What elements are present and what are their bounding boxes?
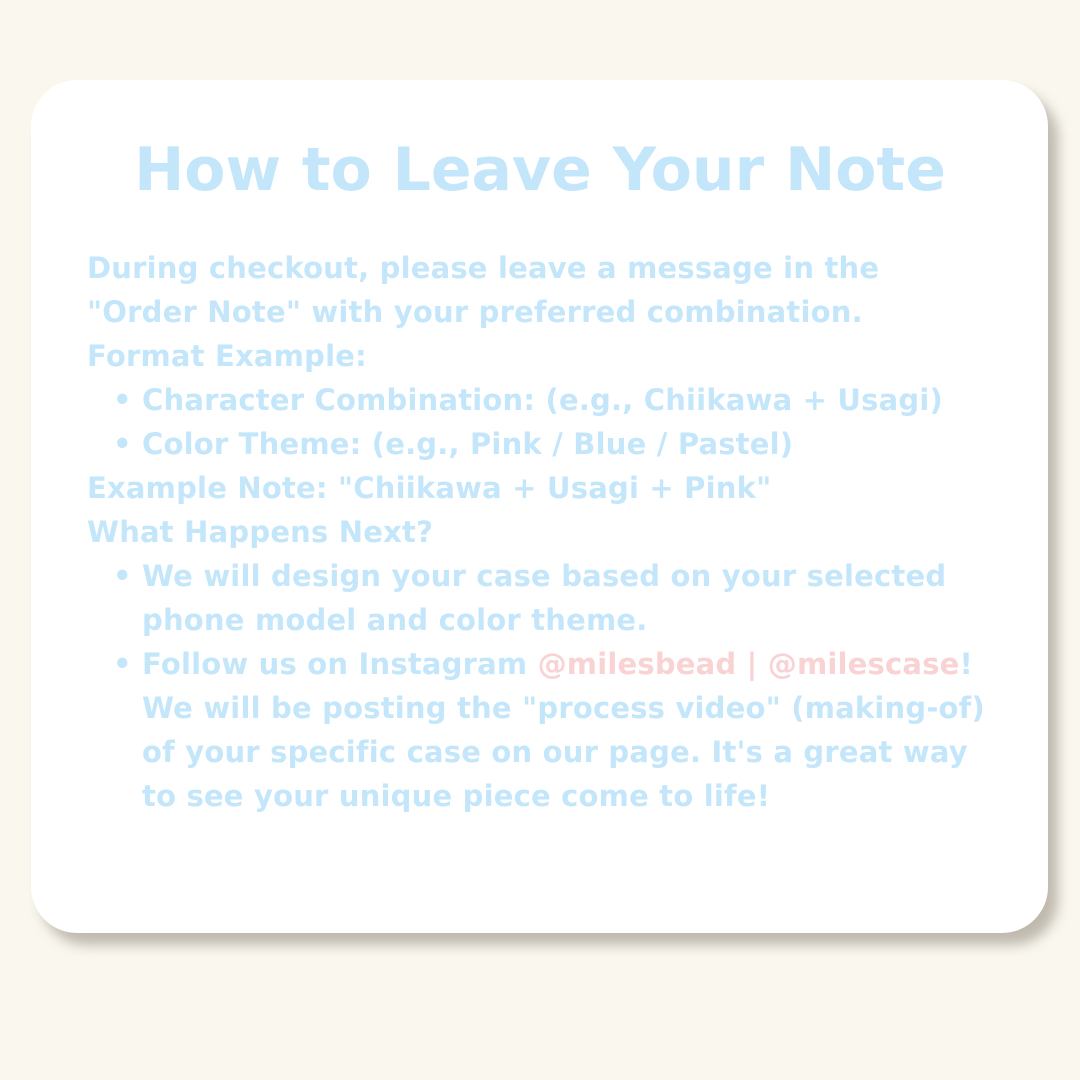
list-item xyxy=(87,642,1007,818)
next-heading: What Happens Next? xyxy=(87,515,434,549)
list-item xyxy=(87,554,1007,642)
bullet-icon: • xyxy=(113,427,132,461)
instagram-handles-link[interactable]: @milesbead | @milescase xyxy=(537,647,960,681)
next-item-design: We will design your case based on your selected phone model and color theme. xyxy=(142,559,947,637)
list-item xyxy=(87,422,1007,466)
bullet-icon: • xyxy=(113,383,132,417)
page-title: How to Leave Your Note xyxy=(134,135,946,205)
example-note: Example Note: "Chiikawa + Usagi + Pink" xyxy=(87,471,772,505)
intro-line-1: During checkout, please leave a message in the xyxy=(87,251,880,285)
format-heading: Format Example: xyxy=(87,339,367,373)
format-list xyxy=(87,378,1007,466)
intro-line-2: "Order Note" with your preferred combination. xyxy=(87,295,863,329)
list-item xyxy=(87,378,1007,422)
follow-prefix: Follow us on Instagram xyxy=(142,647,538,681)
bullet-icon: • xyxy=(113,647,132,681)
next-list xyxy=(87,554,1007,818)
format-item-color: Color Theme: (e.g., Pink / Blue / Pastel) xyxy=(142,427,794,461)
bullet-icon: • xyxy=(113,559,132,593)
follow-suffix: ! We will be posting the "process video" (making-of) of your specific case on our page. It's a great way to see your unique piece come to life! xyxy=(142,647,985,813)
instructions-body xyxy=(87,246,1007,818)
format-item-character: Character Combination: (e.g., Chiikawa + Usagi) xyxy=(142,383,943,417)
